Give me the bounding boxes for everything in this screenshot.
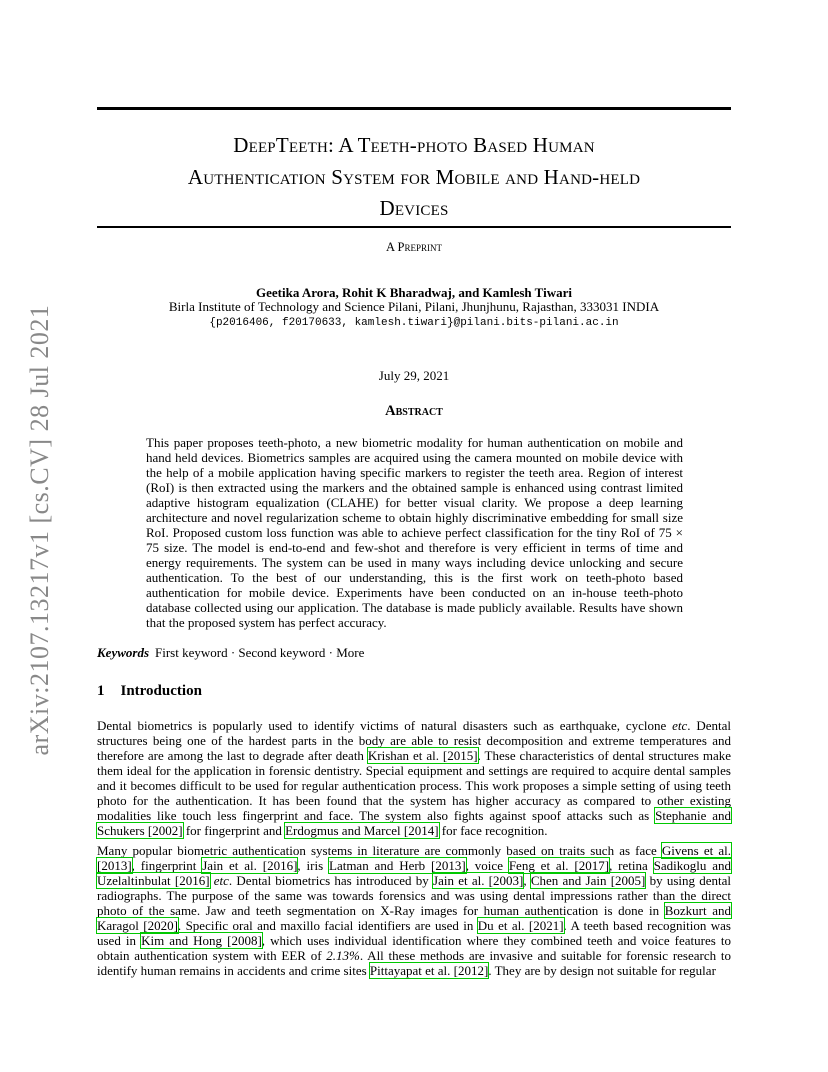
keywords-label: Keywords (97, 645, 149, 660)
section-number: 1 (97, 683, 105, 699)
citation-link[interactable]: Jain et al. [2016] (202, 858, 298, 873)
citation-link[interactable]: Bozkurt and Karagol [2020] (97, 903, 731, 933)
citation-link[interactable]: Chen and Jain [2005] (530, 873, 646, 888)
title-rule-top (97, 107, 731, 110)
keywords-list: First keyword · Second keyword · More (155, 645, 365, 660)
section-heading-introduction (97, 683, 202, 700)
author-emails: {p2016406, f20170633, kamlesh.tiwari}@pilani.bits-pilani.ac.in (209, 317, 619, 329)
citation-link[interactable]: Sadikoglu and Uzelaltinbulat [2016] (97, 858, 731, 888)
citation-link[interactable]: Du et al. [2021] (477, 918, 564, 933)
italic-text: etc (672, 718, 688, 733)
paragraph-text: Many popular biometric authentication systems in literature are commonly based on traits such as face (97, 843, 662, 858)
citation-link[interactable]: Jain et al. [2003] (433, 873, 524, 888)
paragraph-text: . All these methods are invasive and suitable for forensic research to identify human remains in accidents and crime sites (97, 948, 731, 978)
citation-link[interactable]: Kim and Hong [2008] (141, 933, 262, 948)
paragraph-text: . A teeth based recognition was used in (97, 918, 731, 948)
paragraph-text: . They are by design not suitable for regular (488, 963, 716, 978)
title-rule-bottom (97, 226, 731, 228)
title-line-1: DeepTeeth: A Teeth-photo Based Human (233, 133, 595, 157)
paragraph-text: , which uses individual identification where they combined teeth and voice features to obtain authentication system with EER of (97, 933, 731, 963)
affiliation: Birla Institute of Technology and Science Pilani, Pilani, Jhunjhunu, Rajasthan, 333031 INDIA (168, 299, 660, 314)
paragraph-text: for face recognition. (438, 823, 548, 838)
paper-date: July 29, 2021 (378, 368, 450, 383)
italic-text: etc (213, 873, 229, 888)
paragraph-text: , retina (609, 858, 654, 873)
author-list: Geetika Arora, Rohit K Bharadwaj, and Kamlesh Tiwari (256, 285, 572, 300)
paragraph-text: by using dental radiographs. The purpose of the same was towards forensics and was using dental impressions rather than the direct photo of the same. Jaw and teeth segmentation on X-Ray images for human authentication is done in (97, 873, 731, 918)
intro-paragraph-2 (97, 843, 731, 978)
citation-link[interactable]: Pittayapat et al. [2012] (369, 963, 489, 978)
paragraph-text: for fingerprint and (182, 823, 286, 838)
keywords-line (97, 645, 364, 661)
paragraph-text: . Dental structures being one of the hardest parts in the body are able to resist decomposition and extreme temperatures and therefore are among the last to degrade after death (97, 718, 731, 763)
citation-link[interactable]: Krishan et al. [2015] (367, 748, 478, 763)
citation-link[interactable]: Givens et al. [2013] (97, 843, 731, 873)
paragraph-text: . Dental biometrics has introduced by (228, 873, 434, 888)
abstract-text: This paper proposes teeth-photo, a new biometric modality for human authentication on mobile and hand held devices. Biometrics samples are acquired using the camera mounted on mobile device with the help of a mobile application having specific markers to register the teeth area. Region of interest (RoI) is then extracted using the markers and the obtained sample is enhanced using contrast limited adaptive histogram equalization (CLAHE) for better visual clarity. We propose a deep learning architecture and novel regularization scheme to obtain highly discriminative embedding for small size RoI. Proposed custom loss function was able to achieve perfect classification for the tiny RoI of 75 × 75 size. The model is end-to-end and few-shot and therefore is very efficient in terms of time and energy requirements. The system can be used in many ways including device unlocking and secure authentication. To the best of our understanding, this is the first work on teeth-photo based authentication for mobile device. Experiments have been conducted on an in-house teeth-photo database collected using our application. The database is made publicly available. Results have shown that the proposed system has perfect accuracy. (146, 435, 683, 630)
paragraph-text: , voice (465, 858, 509, 873)
paper-title (97, 130, 731, 225)
paragraph-text: Dental biometrics is popularly used to identify victims of natural disasters such as earthquake, cyclone (97, 718, 673, 733)
arxiv-sidebar-stamp: arXiv:2107.13217v1 [cs.CV] 28 Jul 2021 (25, 304, 54, 756)
paragraph-text: , iris (297, 858, 329, 873)
citation-link[interactable]: Stephanie and Schukers [2002] (97, 808, 731, 838)
paragraph-text: . These characteristics of dental structures make them ideal for the application in forensic dentistry. Special equipment and settings are required to acquire dental samples and it becomes difficult to be used for regular authentication process. This work proposes a simple setting of using teeth photo for the authentication. It has been found that the system has higher accuracy as compared to other existing modalities like touch less fingerprint and face. The system also fights against spoof attacks such as (97, 748, 731, 823)
preprint-label: A Preprint (386, 240, 442, 254)
citation-link[interactable]: Feng et al. [2017] (508, 858, 610, 873)
citation-link[interactable]: Erdogmus and Marcel [2014] (285, 823, 439, 838)
paragraph-text: , fingerprint (131, 858, 203, 873)
intro-paragraph-1 (97, 718, 731, 838)
title-line-2: Authentication System for Mobile and Hand-held (187, 164, 641, 189)
italic-text: 2.13% (326, 948, 360, 963)
section-title: Introduction (120, 683, 202, 699)
citation-link[interactable]: Latman and Herb [2013] (329, 858, 466, 873)
title-line-3: Devices (379, 196, 449, 220)
paragraph-text: , (523, 873, 531, 888)
abstract-heading: Abstract (385, 403, 443, 419)
paragraph-text: . Specific oral and maxillo facial identifiers are used in (177, 918, 478, 933)
